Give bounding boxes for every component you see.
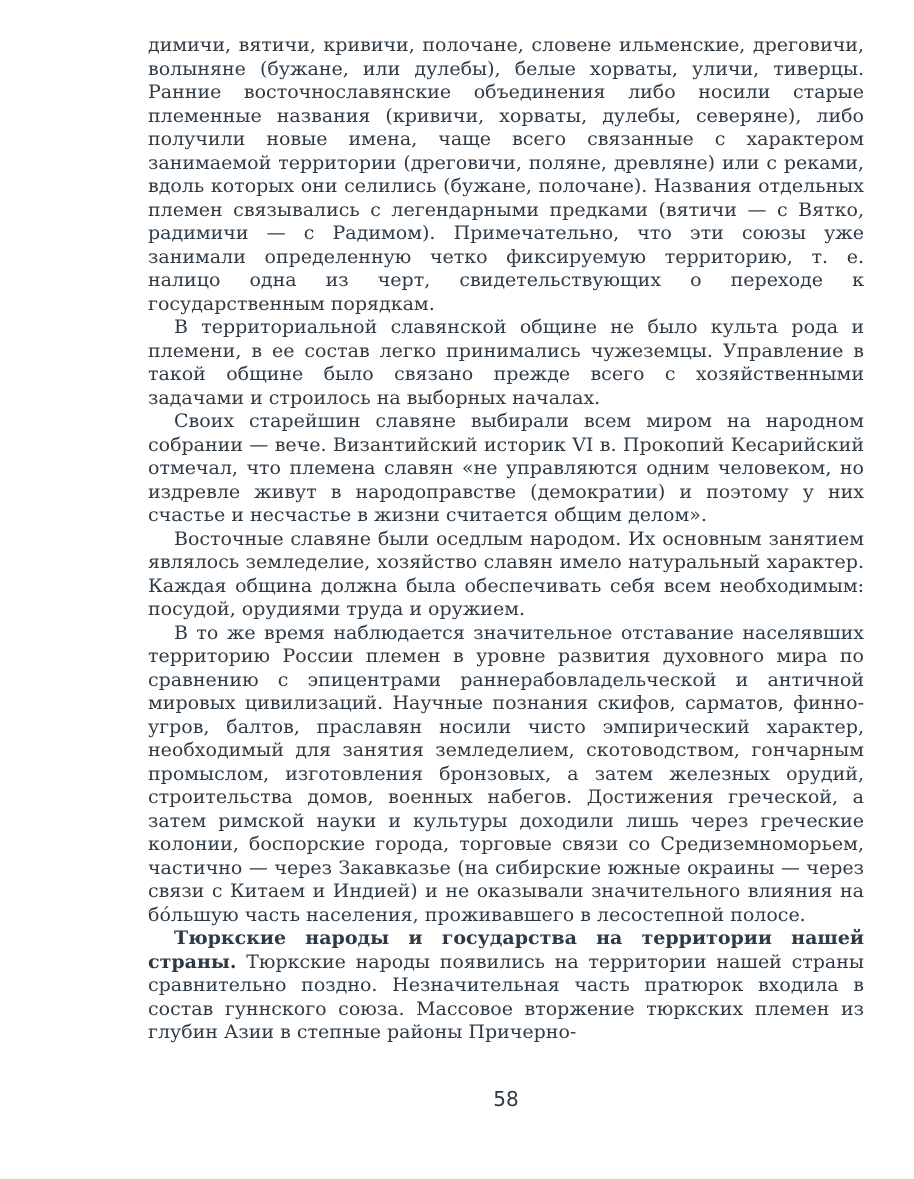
section-text-turkic-peoples: Тюркские народы появились на территории нашей страны сравнительно поздно. Незначительная часть пратюрок входила в состав гуннского союза. Массовое вторжение тюркских племен из глубин Азии в степные районы Причерно- [148, 950, 864, 1043]
page-number: 58 [493, 1087, 519, 1111]
paragraph-veche-assembly: Своих старейшин славяне выбирали всем миром на народном собрании — вече. Византийский историк VI в. Прокопий Кесарийский отмечал, что племена славян «не управляются одним человеком, но издревле живут в народоправстве (демократии) и поэтому у них счастье и несчастье в жизни считается общим делом». [148, 410, 864, 526]
section-heading-turkic-peoples: Тюркские народы и государства на территории нашей страны. [148, 927, 864, 973]
paragraph-sedentary-farming: Восточные славяне были оседлым народом. Их основным занятием являлось земледелие, хозяйство славян имело натуральный характер. Каждая община должна была обеспечивать себя всем необходимым: посудой, орудиями труда и оружием. [148, 527, 864, 620]
paragraph-east-slavic-unions: димичи, вятичи, кривичи, полочане, словене ильменские, дреговичи, волыняне (бужане, или дулебы), белые хорваты, уличи, тиверцы. Ранние восточнославянские объединения либо носили старые племенные названия (кривичи, хорваты, дулебы, северяне), либо получили новые имена, чаще всего связанные с характером занимаемой территории (дреговичи, поляне, древляне) или с реками, вдоль которых они селились (бужане, полочане). Названия отдельных племен связывались с легендарными предками (вятичи — с Вятко, радимичи — с Радимом). Примечательно, что эти союзы уже занимали определенную четко фиксируемую территорию, т. е. налицо одна из черт, свидетельствующих о переходе к государственным порядкам. [148, 34, 864, 315]
paragraph-turkic-peoples [148, 927, 864, 1045]
paragraph-spiritual-development: В то же время наблюдается значительное отставание населявших территорию России племен в уровне развития духовного мира по сравнению с эпицентрами раннерабовладельческой и античной мировых цивилизаций. Научные познания скифов, сарматов, финно-угров, балтов, праславян носили чисто эмпирический характер, необходимый для занятия земледелием, скотоводством, гончарным промыслом, изготовления бронзовых, а затем железных орудий, строительства домов, военных набегов. Достижения греческой, а затем римской науки и культуры доходили лишь через греческие колонии, боспорские города, торговые связи со Средиземноморьем, частично — через Закавказье (на сибирские южные окраины — через связи с Китаем и Индией) и не оказывали значительного влияния на бóльшую часть населения, проживавшего в лесостепной полосе. [148, 621, 864, 926]
paragraph-territorial-community: В территориальной славянской общине не было культа рода и племени, в ее состав легко принимались чужеземцы. Управление в такой общине было связано прежде всего с хозяйственными задачами и строилось на выборных началах. [148, 316, 864, 409]
page-text-block [148, 34, 864, 1045]
